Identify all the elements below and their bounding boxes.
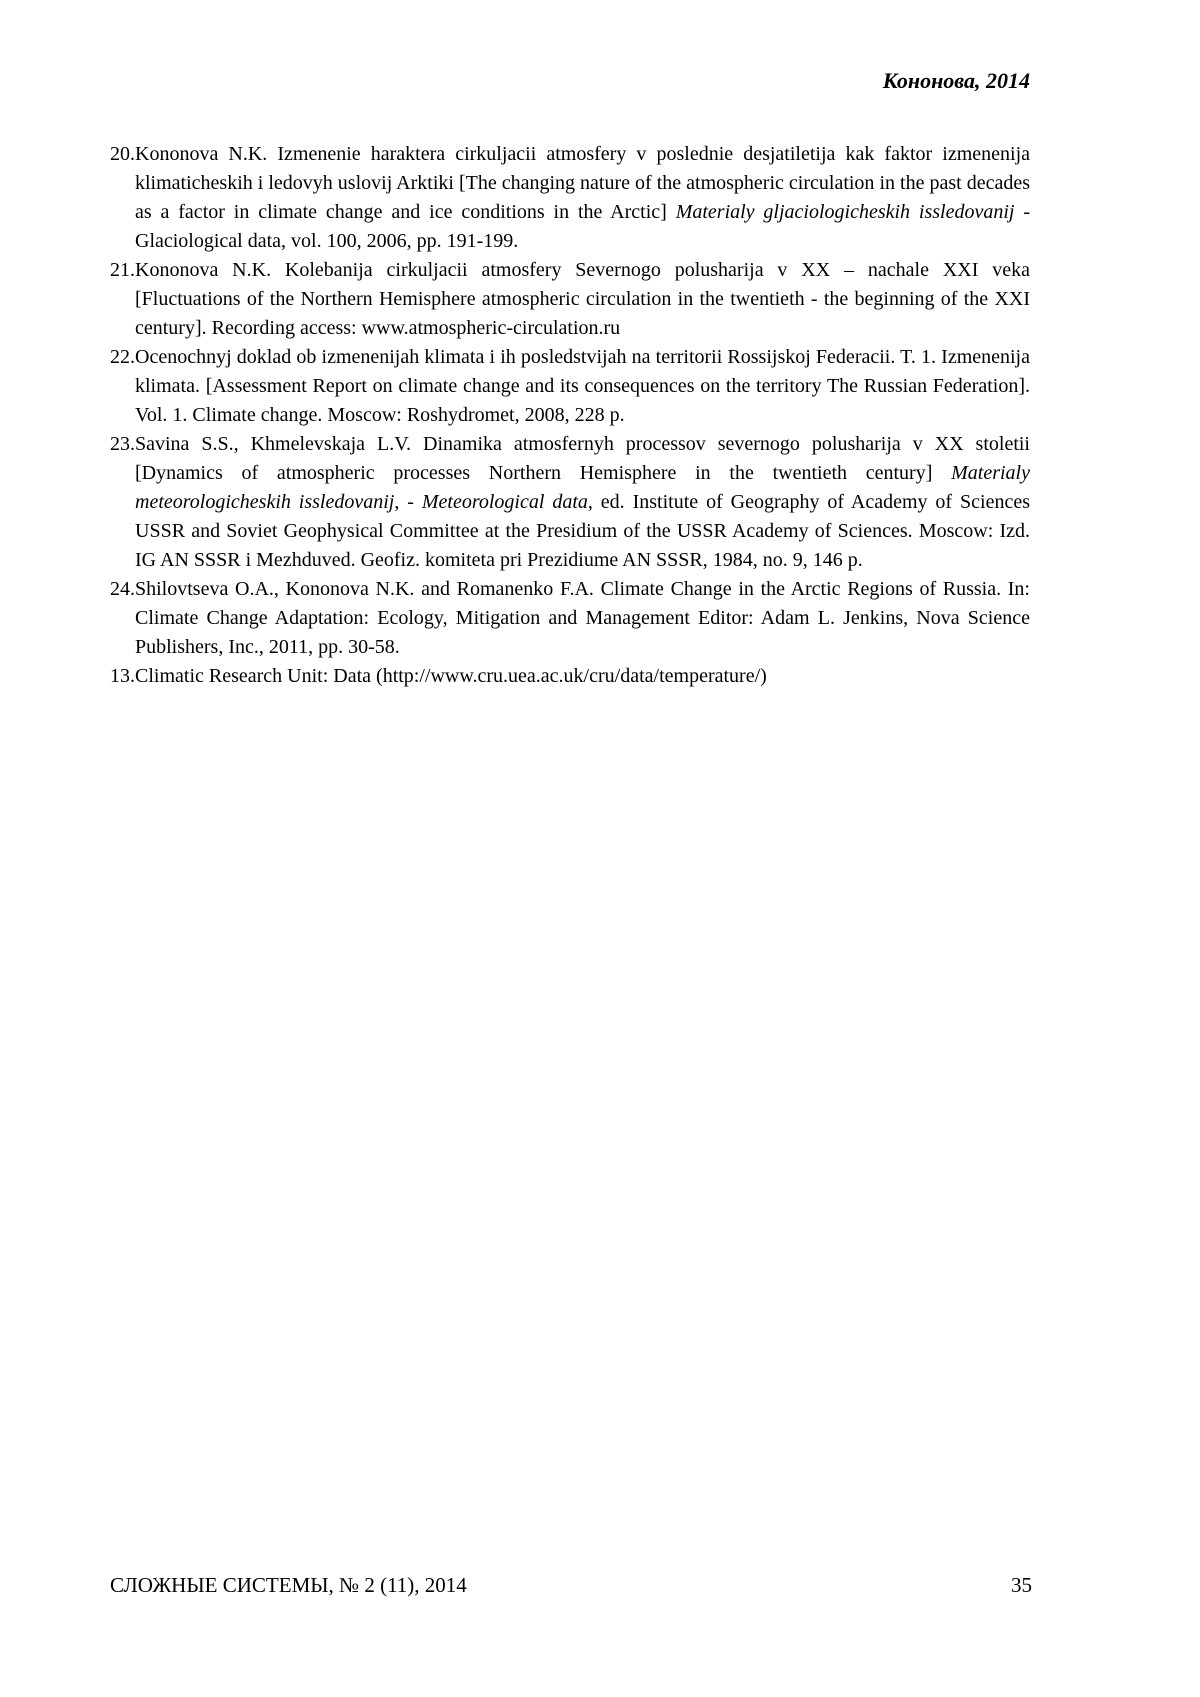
reference-item (110, 575, 1030, 662)
reference-item (110, 430, 1030, 575)
reference-item (110, 662, 1030, 691)
reference-text: , ed. Institute of Geography of Academy of Sciences USSR and Soviet Geophysical Committee at the Presidium of the USSR Academy of Sciences. Moscow: Izd. IG AN SSSR i Mezhduved. Geofiz. komiteta pri Prezidiume AN SSSR, 1984, no. 9, 146 p. (135, 491, 1030, 571)
reference-text: Kononova N.K. Izmenenie haraktera cirkuljacii atmosfery v poslednie desjatiletija kak faktor izmenenija klimaticheskih i ledovyh uslovij Arktiki [The changing nature of the atmospheric circulation in the past decades as a factor in climate change and ice conditions in the Arctic] (135, 143, 1030, 223)
reference-number: 20. (110, 143, 135, 165)
reference-text: - Glaciological data, vol. 100, 2006, pp. 191-199. (135, 201, 1031, 252)
reference-number: 13. (110, 665, 135, 687)
running-head: Кононова, 2014 (882, 68, 1030, 93)
page-footer (110, 1573, 1032, 1598)
reference-number: 24. (110, 578, 135, 600)
reference-number: 21. (110, 259, 135, 281)
journal-footer-text: СЛОЖНЫЕ СИСТЕМЫ, № 2 (11), 2014 (110, 1573, 467, 1597)
reference-text: Shilovtseva O.A., Kononova N.K. and Romanenko F.A. Climate Change in the Arctic Regions of Russia. In: Climate Change Adaptation: Ecology, Mitigation and Management Editor: Adam L. Jenkins, Nova Science Publishers, Inc., 2011, pp. 30-58. (135, 578, 1030, 658)
reference-text: Kononova N.K. Kolebanija cirkuljacii atmosfery Severnogo polusharija v XX – nachale XXI veka [Fluctuations of the Northern Hemisphere atmospheric circulation in the twentieth - the beginning of the XXI century]. Recording access: www.atmospheric-circulation.ru (135, 259, 1030, 339)
reference-item (110, 140, 1030, 256)
reference-text: , - (394, 491, 422, 513)
reference-text-italic: Materialy gljaciologicheskih issledovanij (675, 201, 1015, 223)
reference-number: 22. (110, 346, 135, 368)
reference-text: Climatic Research Unit: Data (http://www.cru.uea.ac.uk/cru/data/temperature/) (135, 665, 767, 687)
reference-item (110, 343, 1030, 430)
reference-text-italic: Meteorological data (421, 491, 588, 513)
reference-number: 23. (110, 433, 135, 455)
reference-text-italic: Materialy meteorologicheskih issledovanij (135, 462, 1030, 513)
page-number: 35 (1011, 1573, 1032, 1597)
reference-item (110, 256, 1030, 343)
reference-list (110, 140, 1030, 691)
reference-text: Savina S.S., Khmelevskaja L.V. Dinamika atmosfernyh processov severnogo polusharija v XX stoletii [Dynamics of atmospheric processes Northern Hemisphere in the twentieth century] (135, 433, 1030, 484)
reference-text: Ocenochnyj doklad ob izmenenijah klimata i ih posledstvijah na territorii Rossijskoj Federacii. T. 1. Izmenenija klimata. [Assessment Report on climate change and its consequences on the territory The Russian Federation]. Vol. 1. Climate change. Moscow: Roshydromet, 2008, 228 p. (135, 346, 1030, 426)
